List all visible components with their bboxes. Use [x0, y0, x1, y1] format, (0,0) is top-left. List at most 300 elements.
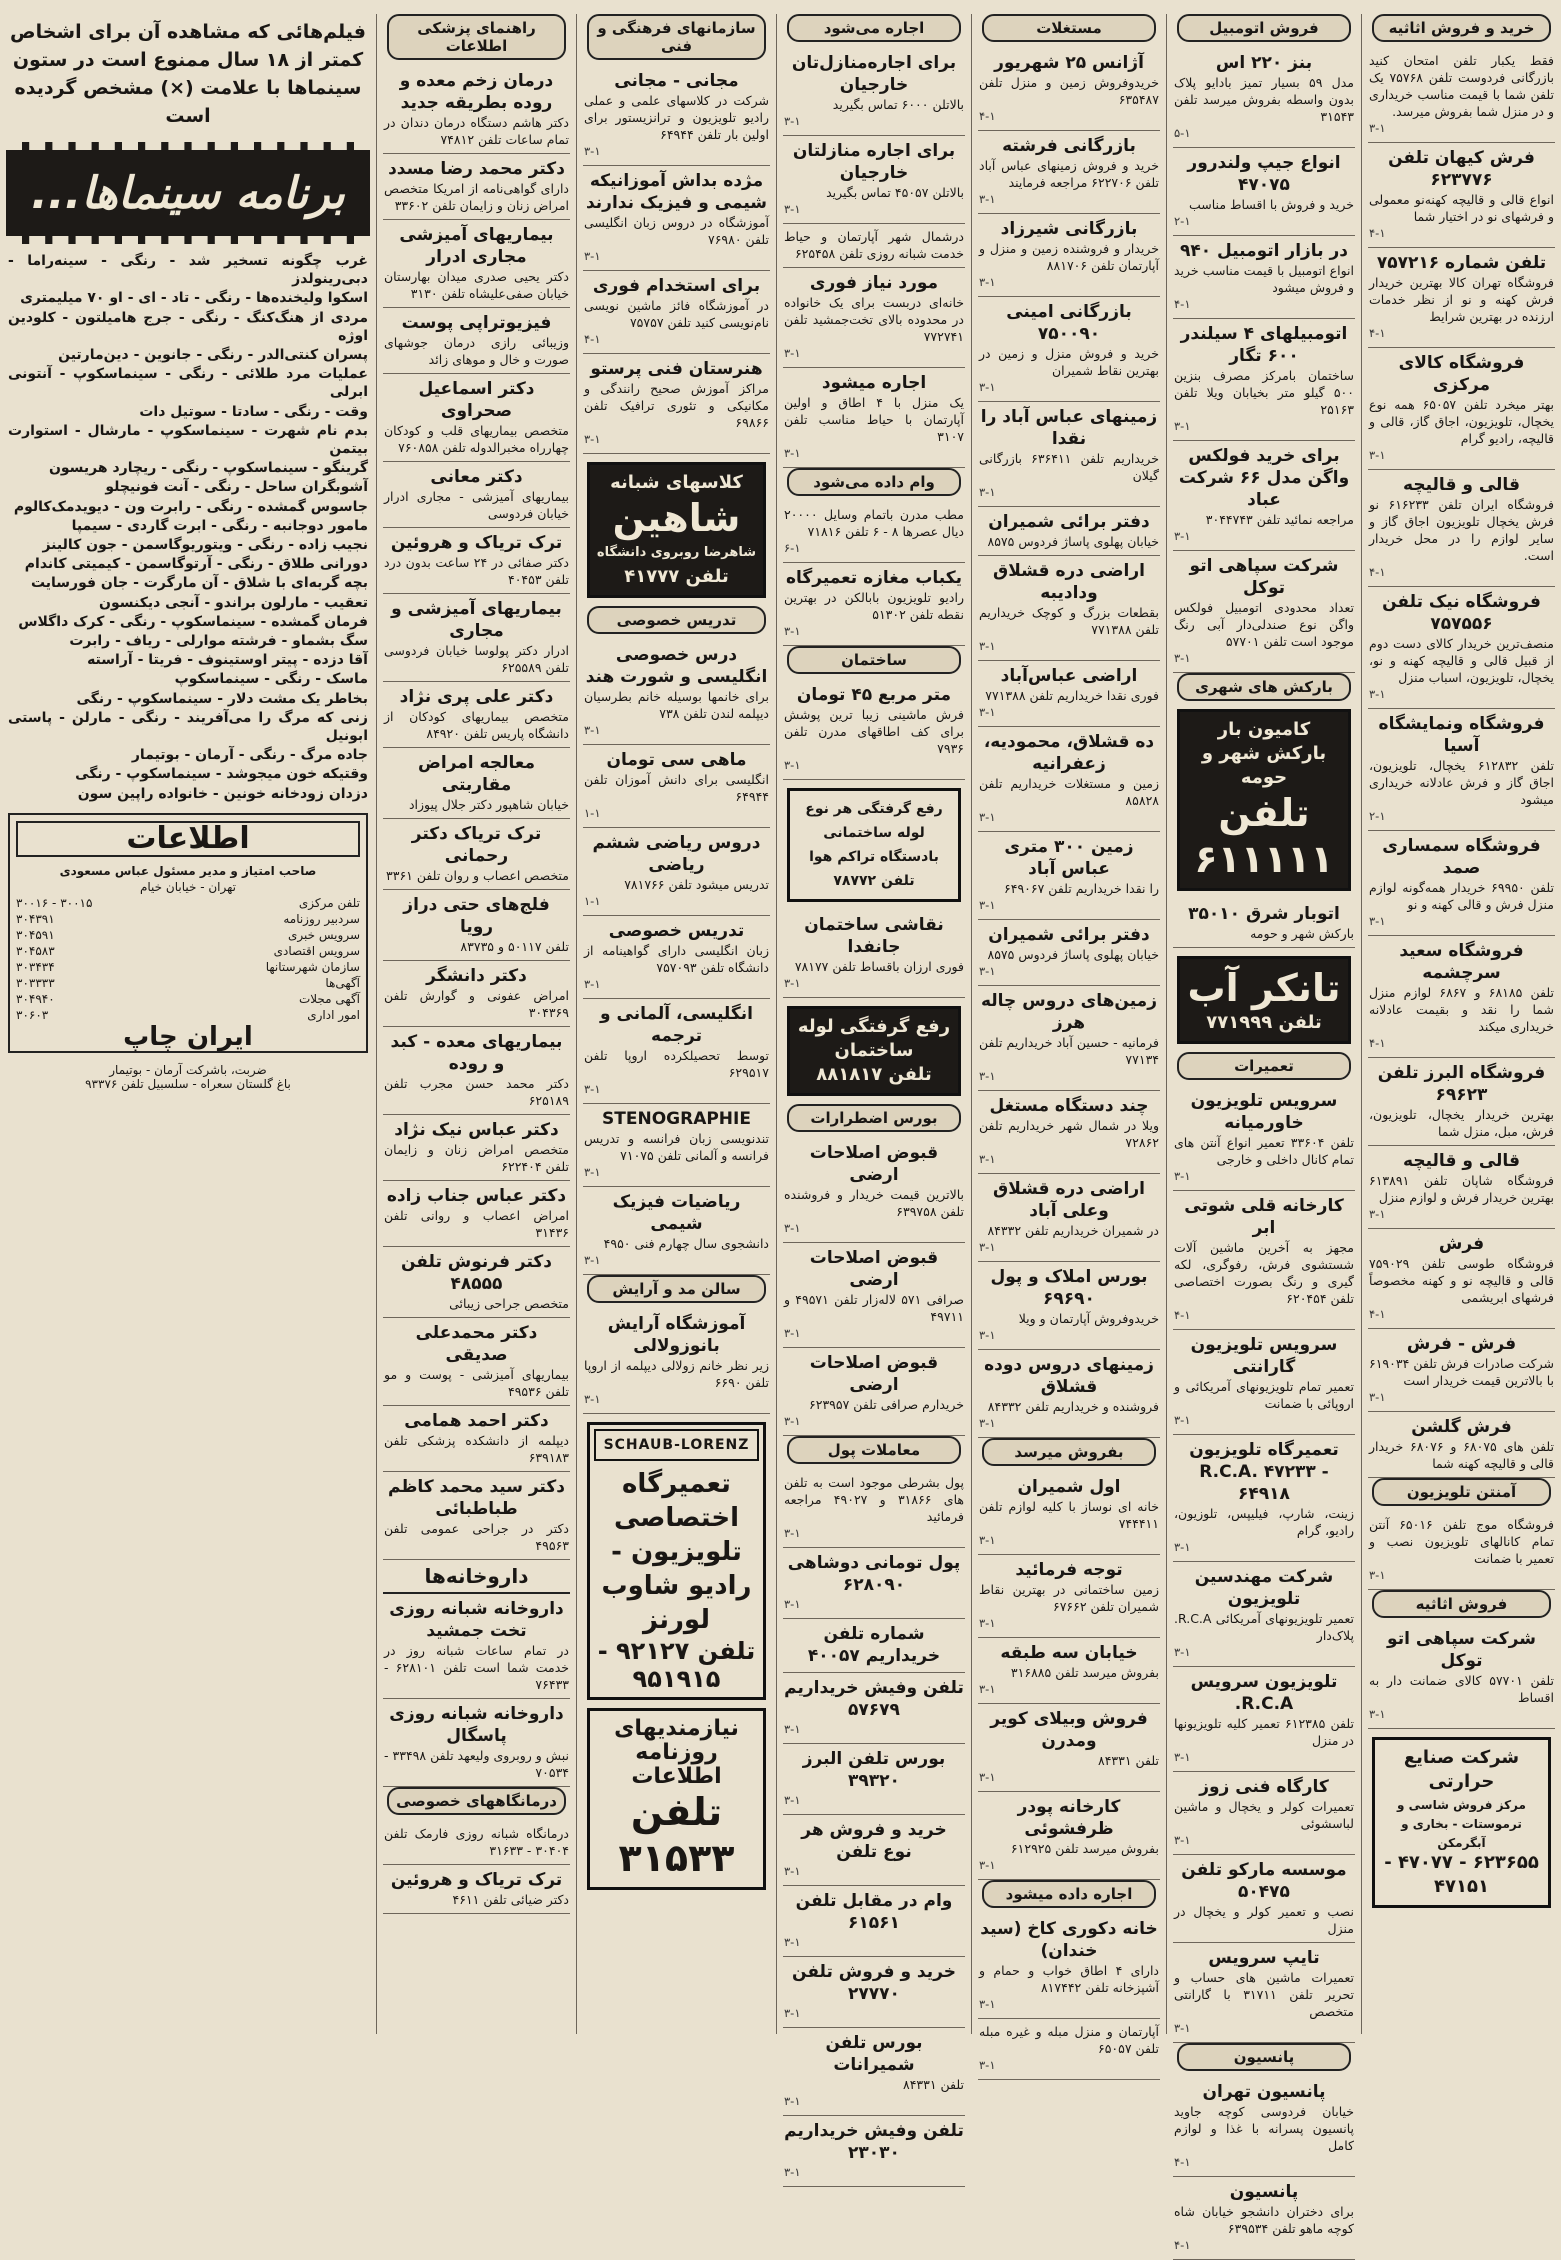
ad-body: بیماریهای آمیزشی - مجاری ادرار خیابان فردوسی [384, 489, 569, 521]
ad-body: ویلا در شمال شهر خریداریم تلفن ۷۲۸۶۲ [979, 1118, 1159, 1150]
phone-row [16, 1007, 360, 1023]
ad-list [783, 502, 965, 646]
film-line: مامور دوجانبه - رنگی - ابرت گاردی - سیمپا [71, 517, 368, 534]
cinema-listing [8, 746, 368, 764]
ad-body: در تمام ساعات شبانه روز در خدمت شما است تلفن ۶۲۸۱۰۱ - ۷۶۴۳۳ [384, 1643, 570, 1692]
ad-title: انگلیسی، آلمانی و ترجمه [600, 1004, 753, 1046]
ad-body: را نقدا خریداریم تلفن ۶۴۹۰۶۷ [1004, 881, 1159, 896]
ad-title: بازرگانی فرشته [1002, 136, 1136, 156]
ad-title: اراضی دره قشلاق وعلی آباد [993, 1179, 1145, 1221]
classified-ad [1173, 1772, 1355, 1855]
cinema-listing [8, 403, 368, 421]
ad-code: ۳-۱ [979, 1416, 996, 1430]
ad-title: فروش وبیلای کویر ومدرن [990, 1709, 1148, 1751]
film-line: آشوبگران ساحل - رنگی - آنت فونیچلو [105, 479, 368, 496]
ad-body: شرکت صادرات فرش تلفن ۶۱۹۰۳۴ با بالاترین قیمت خریدار است [1369, 1356, 1554, 1388]
classified-ad [1173, 1855, 1355, 1943]
ad-code: ۲-۱ [1174, 214, 1191, 228]
classified-ad [1173, 2177, 1355, 2260]
film-line: مردی از هنگ‌کنگ - رنگی - جرج هامیلتون - کلودین اوژه [8, 309, 368, 344]
ad-body: خیابان پهلوی پاساژ فردوس ۸۵۷۵ [987, 534, 1159, 549]
ad-title: وام در مقابل تلفن ۶۱۵۶۱ [795, 1891, 953, 1933]
phone-number: ۳۰۶۰۳ [16, 1007, 49, 1022]
cinema-listing [8, 498, 368, 516]
classified-ad [783, 1243, 965, 1348]
ad-code: ۳-۱ [584, 723, 601, 737]
pharmacy-header: داروخانه‌ها [383, 1560, 570, 1594]
ad-title: کارگاه فنی زوز [1199, 1777, 1329, 1797]
ad-code: ۳-۱ [979, 1616, 996, 1630]
ad-title: فرش - فرش [1406, 1334, 1517, 1354]
ad-title: اتومبیلهای ۴ سیلندر ۶۰۰ تگار [1180, 324, 1348, 366]
classified-ad [583, 1309, 770, 1414]
ad-title: فروشگاه البرز تلفن ۶۹۶۲۳ [1377, 1063, 1546, 1105]
cinema-listing [8, 709, 368, 745]
box-top: کلاسهای شبانه [610, 472, 743, 493]
classified-ad [783, 1348, 965, 1436]
ad-body: در آموزشگاه فائز ماشین نویسی نام‌نویسی کنید تلفن ۷۵۷۵۷ [584, 298, 769, 330]
ad-title: چند دستگاه مستغل [989, 1096, 1149, 1116]
classified-ad [783, 1744, 965, 1815]
classified-ad [1368, 1512, 1555, 1590]
ad-code: ۳-۱ [979, 192, 996, 206]
film-line: فرمان گمشده - سینماسکوپ - رنگی - کرک داگلاس [18, 613, 368, 630]
ad-code: ۳-۱ [784, 2006, 801, 2020]
classified-ad [1368, 709, 1555, 831]
ad-title: ماهی سی تومان [606, 750, 747, 770]
ad-body: شرکت در کلاسهای علمی و عملی رادیو تلویزیون و ترانزیستور برای اولین بار تلفن ۶۴۹۴۴ [584, 93, 769, 142]
ad-code: ۳-۱ [979, 1770, 996, 1784]
ad-title: اراضی دره قشلاق ودادیبه [993, 561, 1145, 603]
ad-code: ۴-۱ [1369, 1307, 1386, 1321]
ad-code: ۳-۱ [979, 810, 996, 824]
ad-code: ۴-۱ [1369, 326, 1386, 340]
classified-ad [383, 308, 570, 374]
classified-ad [978, 1472, 1160, 1555]
ad-code: ۳-۱ [584, 977, 601, 991]
ad-body: خرید و فروش زمینهای عباس آباد تلفن ۶۲۲۷۰۶ مراجعه فرمایند [979, 158, 1159, 190]
classified-ad [978, 2019, 1160, 2080]
ad-title: زمین ۳۰۰ متری عباس آباد [1004, 837, 1134, 879]
classified-ad [1173, 1562, 1355, 1667]
address-line: تهران - خیابان خیام [139, 879, 237, 894]
ad-body: دارای گواهی‌نامه از امریکا متخصص امراض زنان و زایمان تلفن ۳۳۶۰۲ [384, 181, 569, 213]
ad-body: دکتر هاشم دستگاه درمان دندان در تمام ساعات تلفن ۷۴۸۱۲ [384, 115, 569, 147]
classified-ad [383, 1115, 570, 1181]
ad-body: بقطعات بزرگ و کوچک خریداریم تلفن ۷۷۱۳۸۸ [979, 605, 1159, 637]
section-header: درمانگاههای خصوصی [387, 1787, 566, 1815]
ad-title: قالی و قالیچه [1403, 475, 1520, 495]
phone-number: ۳۰۴۵۸۳ [16, 943, 55, 958]
ad-title: داروخانه شبانه روزی پاسگال [389, 1704, 564, 1746]
ad-body: توسط تحصیلکرده اروپا تلفن ۶۲۹۵۱۷ [584, 1048, 769, 1080]
classified-ad [583, 916, 770, 999]
classified-ad [978, 507, 1160, 556]
ad-body: درمانگاه شبانه روزی فارمک تلفن ۳۰۴۰۴ - ۳۱۶۳۳ [384, 1826, 569, 1858]
ad-title: ده قشلاق، محمودیه، زعفرانیه [983, 732, 1155, 774]
ad-body: نبش و روبروی ولیعهد تلفن ۳۳۴۹۸ - ۷۰۵۳۴ [384, 1748, 569, 1780]
phone-row [16, 959, 360, 975]
box-top: کامیون بار [1217, 719, 1311, 740]
ad-title: انواع جیپ ولندرور ۴۷۰۷۵ [1187, 153, 1341, 195]
ad-code: ۱-۱ [584, 806, 601, 820]
ad-body: دکتر در جراحی عمومی تلفن ۴۹۵۶۳ [384, 1521, 569, 1553]
ad-code: ۳-۱ [1174, 1540, 1191, 1554]
ad-body: خریدار و فروشنده زمین و منزل و آپارتمان تلفن ۸۸۱۷۰۶ [979, 241, 1159, 273]
classified-ad [783, 1619, 965, 1673]
ad-code: ۳-۱ [979, 485, 996, 499]
ad-code: ۳-۱ [979, 1858, 996, 1872]
ad-body: زبان انگلیسی دارای گواهینامه از دانشگاه تلفن ۷۵۷۰۹۳ [584, 943, 769, 975]
ad-code: ۴-۱ [1174, 297, 1191, 311]
ad-title: بیماریهای آمیزشی مجاری ادرار [399, 225, 554, 267]
ad-body: خریدارم صرافی تلفن ۶۲۳۹۵۷ [809, 1397, 964, 1412]
ad-code: ۳-۱ [1174, 1750, 1191, 1764]
box-phone: تلفن ۷۷۱۹۹۹ [1206, 1012, 1322, 1033]
ad-title: برای اجاره‌منازل‌تان‌ خارجیان [791, 53, 957, 95]
classified-ad [978, 1350, 1160, 1438]
cinema-listing [8, 517, 368, 535]
phone-row [16, 927, 360, 943]
ad-title: شرکت مهندسین تلویزیون [1194, 1567, 1334, 1609]
ad-code: ۳-۱ [1369, 914, 1386, 928]
ad-body: تلفن ۸۴۳۳۱ [902, 2077, 964, 2092]
ad-title: متر مربع ۴۵ تومان [796, 685, 952, 705]
ad-code: ۳-۱ [784, 1722, 801, 1736]
ad-title: خرید و فروش هر نوع تلفن [801, 1820, 947, 1862]
ettelaat-info-box [8, 813, 368, 1053]
ad-title: مژده بداش آموزانیکه شیمی و فیزیک ندارند [585, 171, 768, 213]
iran-chap-brand: ایران چاپ [123, 1021, 253, 1052]
cinema-listing [8, 252, 368, 288]
phone-label: سردبیر روزنامه [283, 911, 360, 926]
ad-title: مجانی - مجانی [614, 71, 739, 91]
karkash-box [1177, 709, 1351, 891]
classified-ad [1173, 2077, 1355, 2177]
classified-ad [1173, 1086, 1355, 1191]
ad-title: پانسیون [1229, 2182, 1299, 2202]
ad-list [1368, 48, 1555, 1478]
ad-code: ۳-۱ [979, 2058, 996, 2072]
classified-ad [383, 66, 570, 154]
ad-code: ۵-۱ [1174, 126, 1191, 140]
section-header: آمنتن تلویزیون [1372, 1478, 1551, 1506]
column-auto [1166, 14, 1361, 2252]
ad-body: بیماریهای آمیزشی - پوست و مو تلفن ۴۹۵۳۶ [384, 1367, 569, 1399]
film-line: دزدان زودخانه خونین - خانواده راپین سون [77, 785, 368, 802]
ad-body: زمین و مستغلات خریداریم تلفن ۸۵۸۲۸ [979, 776, 1159, 808]
ad-title: تلویزیون سرویس R.C.A. [1190, 1672, 1338, 1714]
ad-title: ترک تریاک و هروئین [390, 1870, 563, 1890]
ad-list [783, 1138, 965, 1436]
sanaye-ad-box [1372, 1737, 1551, 1908]
ad-body: مطب مدرن باتمام وسایل ۲۰۰۰۰ دیال عصرها ۸ - ۶ تلفن ۷۱۸۱۶ [784, 507, 964, 539]
cinema-listing [8, 632, 368, 650]
classified-ad [978, 1914, 1160, 2019]
box-phone: تلفن ۳۱۵۳۳ [618, 1790, 735, 1880]
ad-body: مجهز به آخرین ماشین آلات شستشوی فرش، رفوگری، لکه گیری و رنگ بصورت اختصاصی تلفن ۶۲۰۴۵۴ [1174, 1240, 1354, 1306]
ad-title: ترک تریاک دکتر رحمانی [411, 824, 542, 866]
ad-body: آپارتمان و منزل مبله و غیره مبله تلفن ۶۵۰۵۷ [979, 2024, 1159, 2056]
ad-list [583, 1309, 770, 1414]
ad-body: فروشنده و خریداریم تلفن ۸۴۳۳۲ [987, 1399, 1159, 1414]
classified-ad [1368, 1058, 1555, 1146]
ad-list [783, 48, 965, 468]
section-header: تدریس خصوصی [587, 606, 766, 634]
ad-body: متخصص بیماریهای کودکان از دانشگاه پاریس تلفن ۸۴۹۲۰ [384, 709, 569, 741]
ad-code: ۳-۱ [1174, 419, 1191, 433]
ad-code: ۳-۱ [1369, 448, 1386, 462]
ad-title: فرش کیهان تلفن ۶۲۳۷۷۶ [1388, 148, 1535, 190]
ad-title: آموزشگاه آرایش بانوزولالی [607, 1314, 746, 1356]
classified-ad [783, 680, 965, 780]
shahin-box [587, 462, 766, 598]
classified-ad [583, 640, 770, 745]
ad-body: دانشجوی سال چهارم فنی ۴۹۵۰ [603, 1236, 769, 1251]
cinema-listing [8, 478, 368, 496]
ad-code: ۳-۱ [1369, 121, 1386, 135]
ad-title: معالجه امراض مقاربتی [418, 753, 535, 795]
ad-title: نقاشی ساختمان جانفدا [804, 915, 944, 957]
classified-ad [383, 1027, 570, 1115]
ad-title: قبوض اصلاحات ارضی [809, 1248, 939, 1290]
box-top: رفع گرفتگی لوله ساختمان [797, 1016, 951, 1061]
ad-body: متخصص اعصاب و روان تلفن ۳۳۶۱ [386, 868, 569, 883]
ad-title: فروشگاه ونمایشگاه آسیا [1378, 714, 1545, 756]
ad-body: امراض اعصاب و روانی تلفن ۳۱۴۳۶ [384, 1208, 569, 1240]
section-header: ساختمان [787, 646, 961, 674]
ad-code: ۳-۱ [784, 2165, 801, 2179]
ad-code: ۱-۱ [584, 894, 601, 908]
classified-ad [383, 594, 570, 682]
ad-code: ۳-۱ [784, 202, 801, 216]
classified-ad [978, 1174, 1160, 1262]
phone-row [16, 975, 360, 991]
ad-body: خرید و فروش با اقساط مناسب [1188, 197, 1354, 212]
ad-code: ۳-۱ [1369, 1207, 1386, 1221]
ad-code: ۳-۱ [784, 1597, 801, 1611]
ad-body: فروشگاه ایران تلفن ۶۱۶۲۳۳ نو فرش یخچال تلویزیون اجاق گاز و سایر لوازم را در محل خریدار است. [1369, 497, 1554, 563]
classified-ad [783, 1470, 965, 1548]
ad-body: درشمال شهر آپارتمان و حیاط خدمت شبانه روزی تلفن ۶۲۵۴۵۸ [784, 229, 964, 261]
classified-ad [383, 220, 570, 308]
box-sub: شاهرضا روبروی دانشگاه [596, 545, 757, 560]
ad-title: تعمیرگاه تلویزیون R.C.A. ۴۷۲۳۳ - ۶۴۹۱۸ [1189, 1440, 1339, 1504]
ad-body: دکتر صفائی در ۲۴ ساعت بدون درد تلفن ۴۰۴۵۳ [384, 555, 569, 587]
schaub-phone: تلفن ۹۲۱۲۷ - ۹۵۱۹۱۵ [597, 1637, 756, 1693]
phone-label: آگهی مجلات [298, 991, 360, 1006]
ad-code: ۳-۱ [1174, 1645, 1191, 1659]
ad-body: تلفن ۶۱۲۳۸۵ تعمیر کلیه تلویزیونها در منزل [1174, 1716, 1354, 1748]
section-header: بورس اضطرارات [787, 1104, 961, 1132]
ad-title: قالی و قالیچه [1403, 1151, 1520, 1171]
ad-title: قبوض اصلاحات ارضی [809, 1353, 939, 1395]
ad-body: خریدوفروش زمین و منزل تلفن ۶۳۵۴۸۷ [979, 75, 1159, 107]
ad-body: خانه ای نوساز با کلیه لوازم تلفن ۷۴۴۴۱۱ [979, 1499, 1159, 1531]
ad-code: ۴-۱ [1174, 2155, 1191, 2169]
cinema-banner: برنامه سینماها... [6, 142, 370, 244]
classified-ad [1368, 936, 1555, 1058]
classified-ad [583, 354, 770, 454]
ad-list [583, 640, 770, 1275]
ad-title: دفتر برائی شمیران [988, 512, 1150, 532]
ad-title: فرش گلشن [1411, 1417, 1512, 1437]
ad-title: دکتر عباس نیک نژاد [394, 1120, 559, 1140]
ad-title: تلفن وفیش خریداریم ۲۳۰۳۰ [784, 2121, 964, 2163]
cinema-listing [8, 613, 368, 631]
classified-ad [383, 1472, 570, 1560]
classified-ad [1173, 1943, 1355, 2043]
classified-ad [1173, 1667, 1355, 1772]
ad-body: متخصص امراض زنان و زایمان تلفن ۶۲۲۴۰۴ [384, 1142, 569, 1174]
classified-ad [783, 563, 965, 646]
ad-body: تعمیرات کولر و یخچال و ماشین لباسشوئی [1174, 1799, 1354, 1831]
ad-body: یک منزل با ۴ اطاق و اولین آپارتمان با حیاط مناسب تلفن ۳۱۰۷ [784, 395, 964, 444]
ad-body: بهترین خریدار یخچال، تلویزیون، فرش، مبل، منزل شما [1369, 1107, 1554, 1139]
ad-code: ۳-۱ [1174, 1413, 1191, 1427]
classified-ad [583, 999, 770, 1104]
ad-body: فقط یکبار تلفن امتحان کنید بازرگانی فردوست تلفن ۷۵۷۶۸ یک تلفن شما با قیمت مناسب خریداری و در منزل شما بفروش میرسد. [1369, 53, 1554, 119]
ad-body: تلفن ۸۴۳۳۱ [1097, 1753, 1159, 1768]
ad-body: متخصص جراحی زیبائی [449, 1296, 569, 1311]
classified-ad [783, 1138, 965, 1243]
ad-code: ۳-۱ [584, 249, 601, 263]
ad-title: موسسه مارکو تلفن ۵۰۴۷۵ [1181, 1860, 1347, 1902]
classified-ad [783, 2028, 965, 2116]
ad-title: فیزیوتراپی پوست [401, 313, 552, 333]
cinema-listing [8, 574, 368, 592]
ad-list [1173, 48, 1355, 673]
classified-ad [583, 166, 770, 271]
ad-title: زمینهای دروس دوده قشلاق [984, 1355, 1154, 1397]
classified-ad [1173, 236, 1355, 319]
classified-ad [783, 224, 965, 268]
ad-title: در بازار اتومبیل ۹۴۰ [1179, 241, 1349, 261]
classified-ad [383, 961, 570, 1027]
ad-code: ۳-۱ [784, 624, 801, 638]
ad-code: ۳-۱ [979, 898, 996, 912]
classified-ad [978, 920, 1160, 986]
ad-title: بورس تلفن البرز ۳۹۳۲۰ [802, 1749, 946, 1791]
ad-title: تدریس خصوصی [608, 921, 745, 941]
ad-title: دکتر علی پری نژاد [399, 687, 554, 707]
ad-list [1173, 1086, 1355, 2043]
phone-number: ۳۰۴۹۴۰ [16, 991, 55, 1006]
ad-code: ۳-۱ [979, 1069, 996, 1083]
film-line: تعقیب - مارلون براندو - آنجی دیکنسون [99, 594, 368, 611]
ad-body: منصف‌ترین خریدار کالای دست دوم از قبیل قالی و قالیچه کهنه و نو، یخچال، تلویزیون، اسباب منزل [1369, 636, 1554, 685]
cinema-listing [8, 459, 368, 477]
ad-code: ۳-۱ [784, 1326, 801, 1340]
film-line: نجیب زاده - رنگی - ویتوریوگاسمن - جون کالینز [42, 537, 368, 554]
column-header: سازمانهای فرهنگی و فنی [587, 14, 766, 60]
footer-note-1: ضربت، باشرکت آرمان - بوتیمار [109, 1062, 267, 1077]
ad-title: اجاره میشود [821, 373, 927, 393]
ad-body: تعمیرات ماشین های حساب و تحریر تلفن ۳۱۷۱۱ با گارانتی متخصص [1174, 1970, 1354, 2019]
ad-body: ساختمان بامرکز مصرف بنزین ۵۰۰ گیلو متر بخیابان ویلا تلفن ۲۵۱۶۳ [1174, 368, 1354, 417]
cinema-listing [8, 670, 368, 688]
phone-label: تلفن مرکزی [298, 895, 360, 910]
classified-ad [1368, 831, 1555, 936]
classified-ad [1173, 551, 1355, 673]
classified-ad [1173, 1330, 1355, 1435]
column-education [576, 14, 776, 2034]
ad-title: سرویس تلویزیون خاورمیانه [1190, 1091, 1338, 1133]
phone-number: ۳۰۰۱۵ - ۳۰۰۱۶ [16, 895, 93, 910]
ad-title: دفتر برائی شمیران [988, 925, 1150, 945]
classified-ad [783, 1673, 965, 1744]
film-line: زنی که مرگ را می‌آفریند - رنگی - مارلن - پاستی ابونیل [8, 709, 368, 745]
classified-ad [783, 2116, 965, 2187]
ad-code: ۳-۱ [784, 114, 801, 128]
ad-list [1368, 1624, 1555, 1729]
box-top: تانکر آب [1187, 966, 1341, 1010]
ad-title: تلفن وفیش خریداریم ۵۷۶۷۹ [784, 1678, 964, 1720]
ad-title: برای اجاره‌ منازلتان‌ خارجیان [792, 141, 956, 183]
ad-body: پول بشرطی موجود است به تلفن های ۳۱۸۶۶ و ۴۹۰۲۷ مراجعه فرمائید [784, 1475, 964, 1524]
ad-code: ۴-۱ [1369, 1036, 1386, 1050]
schaub-text: تعمیرگاه اختصاصی تلویزیون - رادیو شاوب لورنز [601, 1469, 752, 1635]
classified-ad [583, 745, 770, 828]
ad-body: برای دختران دانشجو خیابان شاه کوچه ماهو تلفن ۶۳۹۵۳۴ [1174, 2204, 1354, 2236]
box-top: نیازمندیهای روزنامه اطلاعات [614, 1716, 739, 1789]
phone-label: آگهی‌ها [325, 975, 360, 990]
ad-body: خرید و فروش منزل و زمین در بهترین نقاط شمیران [979, 346, 1159, 378]
ad-code: ۳-۱ [584, 432, 601, 446]
classified-ad [1368, 1229, 1555, 1329]
ad-body: فروشگاه موج تلفن ۶۵۰۱۶ آنتن تمام کانالهای تلویزیون نصب و تعمیر با ضمانت [1369, 1517, 1554, 1566]
ad-body: تندنویسی زبان فرانسه و تدریس فرانسه و آلمانی تلفن ۷۱۰۷۵ [584, 1131, 769, 1163]
classified-ad [1368, 248, 1555, 348]
classified-ad [783, 1815, 965, 1886]
ad-code: ۳-۱ [979, 275, 996, 289]
ad-code: ۳-۱ [584, 144, 601, 158]
ad-body: فروشگاه تهران کالا بهترین خریدار فرش کهنه و نو از نظر خدمات ارزنده در بهترین شرایط [1369, 275, 1554, 324]
ad-body: تلفن ۵۰۱۱۷ و ۸۳۷۳۵ [460, 939, 569, 954]
classified-ad [783, 910, 965, 998]
classified-ad [1173, 148, 1355, 236]
ad-body: تدریس میشود تلفن ۷۸۱۷۶۶ [624, 877, 769, 892]
ad-body: امراض عفونی و گوارش تلفن ۳۰۴۳۶۹ [384, 988, 569, 1020]
schaub-lorenz-ad [587, 1422, 766, 1700]
ad-body: بفروش میرسد تلفن ۶۱۲۹۲۵ [1010, 1841, 1159, 1856]
ad-code: ۳-۱ [1369, 1390, 1386, 1404]
ad-list [783, 910, 965, 998]
ad-title: بورس تلفن شمیرانات [825, 2033, 923, 2075]
ad-body: زینت، شارپ، فیلیپس، تلوزیون، رادیو، گرام [1174, 1506, 1354, 1538]
ad-code: ۳-۱ [979, 1997, 996, 2011]
classified-ad [583, 1104, 770, 1187]
ad-list [1173, 899, 1355, 948]
box-mid: بارکش شهر و حومه [1201, 743, 1327, 788]
ad-title: اراضی عباس‌آباد [1000, 666, 1138, 686]
ad-title: دکتر عباس جناب زاده [386, 1186, 567, 1206]
ad-title: زمینهای عباس آباد را نقدا [980, 407, 1158, 449]
classified-ad [383, 1181, 570, 1247]
classified-ad [383, 1865, 570, 1914]
box-text: مرکز فروش شاسی و ترموستات - بخاری و آبگرمکن [1397, 1798, 1526, 1850]
classified-ad [978, 1091, 1160, 1174]
ad-body: تلفن های ۶۸۰۷۵ و ۶۸۰۷۶ خریدار قالی و قالیچه کهنه شما [1369, 1439, 1555, 1471]
classified-ad [783, 136, 965, 224]
ad-code: ۳-۱ [979, 1533, 996, 1547]
box-title: شرکت صنایع حرارتی [1403, 1747, 1520, 1792]
ad-body: تعمیر تلویزیونهای آمریکائی R.C.A. پلاک‌دار [1174, 1611, 1354, 1643]
column-header: مستغلات [982, 14, 1156, 42]
cinema-list [6, 252, 370, 803]
ad-title: خیابان سه طبقه [1000, 1643, 1138, 1663]
age-warning: فیلم‌هائی که مشاهده آن برای اشخاص کمتر از ۱۸ سال ممنوع است در ستون سینماها با علامت (×) مشخص گردیده است [10, 21, 366, 127]
